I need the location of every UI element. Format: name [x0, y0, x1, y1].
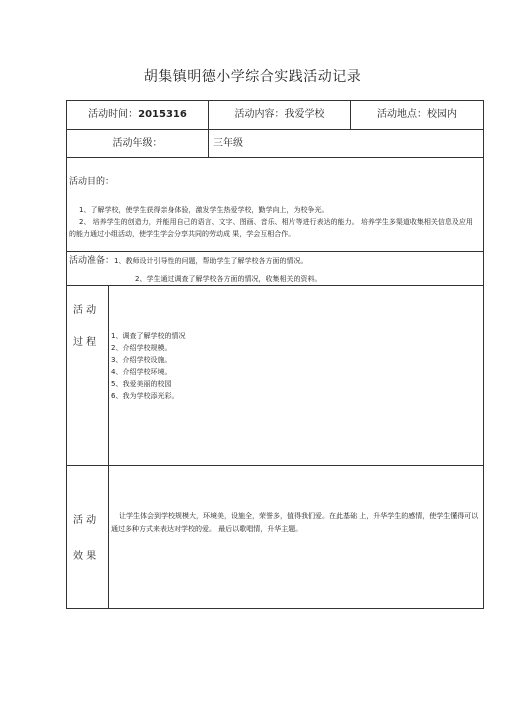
process-step: 6、我为学校添光彩。 — [111, 392, 179, 400]
activity-content-cell — [209, 101, 351, 130]
process-step: 3、介绍学校设施。 — [111, 356, 172, 364]
preparation-item-2: 2、学生通过调查了解学校各方面的情况，收集相关的资料。 — [135, 275, 322, 283]
activity-content-value: 我爱学校 — [284, 109, 325, 120]
activity-time-value: 2015316 — [138, 109, 187, 120]
activity-time-cell — [67, 101, 209, 130]
purpose-label: 活动目的： — [69, 177, 115, 187]
process-step: 5、我爱美丽的校园 — [111, 380, 172, 388]
process-steps-cell — [109, 286, 484, 466]
activity-place-value: 校园内 — [427, 109, 457, 120]
purpose-item-2: 2、 培养学生的创造力，并能用自己的语言、文字、图画、音乐、相片等进行表达的能力。 培养学生多渠道收集相关信息及应用的能力通过小组活动，使学生学会分享共同的劳动成 果，学会互相合作。 — [69, 218, 473, 238]
page-title: 胡集镇明德小学综合实践活动记录 — [143, 69, 362, 85]
activity-record-table — [66, 100, 484, 609]
process-step: 2、介绍学校规模。 — [111, 344, 172, 352]
process-label-line-2: 过 程 — [73, 337, 97, 348]
preparation-label: 活动准备： — [69, 256, 115, 266]
purpose-cell — [67, 158, 484, 252]
grade-value-cell — [209, 130, 484, 158]
process-step: 1、调查了解学校的情况 — [111, 332, 186, 340]
grade-label: 活动年级： — [112, 137, 163, 149]
activity-place-label: 活动地点： — [377, 109, 427, 120]
effect-text: 让学生体会到学校规模大，环境美，设施全，荣誉多，值得我们爱。在此基础 上，升华学生的感情，使学生懂得可以通过多种方式来表达对学校的爱。 最后以歌唱情，升华主题。 — [111, 512, 479, 533]
effect-label-line-1: 活 动 — [73, 515, 97, 526]
purpose-item-1: 1、了解学校，使学生获得亲身体验，激发学生热爱学校，勤学向上，为校争光。 — [79, 206, 329, 214]
activity-content-label: 活动内容： — [234, 109, 285, 120]
preparation-item-1: 1、教师设计引导性的问题，帮助学生了解学校各方面的情况。 — [114, 257, 308, 265]
process-label-line-1: 活 动 — [73, 305, 97, 316]
process-step: 4、介绍学校环境。 — [111, 368, 172, 376]
preparation-cell — [67, 252, 484, 286]
effect-label-cell — [67, 466, 109, 609]
grade-label-cell — [67, 130, 209, 158]
effect-text-cell — [109, 466, 484, 609]
activity-time-label: 活动时间： — [88, 109, 139, 120]
activity-place-cell — [351, 101, 484, 130]
grade-value: 三年级 — [213, 137, 243, 149]
process-label-cell — [67, 286, 109, 466]
effect-label-line-2: 效 果 — [73, 551, 97, 562]
